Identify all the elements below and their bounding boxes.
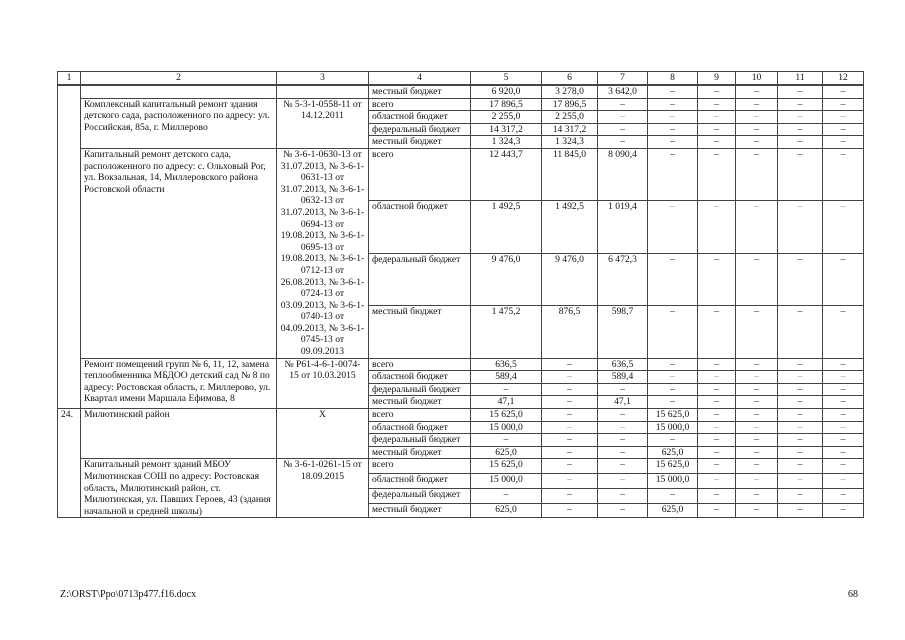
amount-cell: –: [698, 358, 736, 371]
amount-cell: –: [698, 409, 736, 422]
table-row: [58, 98, 864, 111]
amount-cell: 15 625,0: [648, 409, 698, 422]
amount-cell: –: [648, 123, 698, 136]
amount-cell: –: [698, 459, 736, 474]
amount-cell: –: [778, 503, 823, 518]
amount-cell: –: [698, 434, 736, 447]
amount-cell: –: [778, 136, 823, 149]
amount-cell: –: [698, 136, 736, 149]
item-number: 24.: [58, 409, 81, 518]
amount-cell: –: [778, 459, 823, 474]
amount-cell: –: [648, 306, 698, 358]
table-row: [58, 148, 864, 200]
amount-cell: 17 896,5: [471, 98, 542, 111]
amount-cell: –: [778, 409, 823, 422]
column-header: 9: [698, 72, 736, 86]
amount-cell: –: [736, 409, 778, 422]
amount-cell: –: [471, 383, 542, 396]
column-header: 2: [81, 72, 277, 86]
amount-cell: –: [598, 111, 648, 124]
amount-cell: –: [736, 396, 778, 409]
amount-cell: –: [736, 459, 778, 474]
amount-cell: –: [598, 421, 648, 434]
amount-cell: 15 625,0: [471, 409, 542, 422]
amount-cell: –: [736, 201, 778, 253]
budget-source: всего: [369, 148, 471, 200]
amount-cell: –: [823, 306, 864, 358]
budget-source: местный бюджет: [369, 446, 471, 459]
budget-source: областной бюджет: [369, 201, 471, 253]
amount-cell: –: [778, 148, 823, 200]
column-header: 12: [823, 72, 864, 86]
amount-cell: –: [648, 85, 698, 98]
amount-cell: 1 475,2: [471, 306, 542, 358]
amount-cell: –: [648, 111, 698, 124]
amount-cell: –: [736, 85, 778, 98]
budget-source: местный бюджет: [369, 306, 471, 358]
amount-cell: 2 255,0: [471, 111, 542, 124]
amount-cell: 15 000,0: [471, 474, 542, 489]
amount-cell: –: [542, 409, 598, 422]
column-header: 10: [736, 72, 778, 86]
amount-cell: 876,5: [542, 306, 598, 358]
amount-cell: 6 472,3: [598, 253, 648, 305]
document-numbers: Х: [277, 409, 369, 459]
amount-cell: –: [598, 503, 648, 518]
amount-cell: –: [823, 111, 864, 124]
amount-cell: –: [598, 459, 648, 474]
budget-source: областной бюджет: [369, 421, 471, 434]
amount-cell: 17 896,5: [542, 98, 598, 111]
amount-cell: 1 492,5: [471, 201, 542, 253]
budget-source: федеральный бюджет: [369, 488, 471, 503]
column-header: 7: [598, 72, 648, 86]
amount-cell: 47,1: [471, 396, 542, 409]
amount-cell: 589,4: [598, 371, 648, 384]
amount-cell: –: [823, 488, 864, 503]
amount-cell: –: [823, 409, 864, 422]
amount-cell: –: [778, 358, 823, 371]
footer-file-path: Z:\ORST\Ppo\0713p477.f16.docx: [60, 589, 197, 600]
amount-cell: 2 255,0: [542, 111, 598, 124]
amount-cell: –: [778, 123, 823, 136]
amount-cell: 8 090,4: [598, 148, 648, 200]
amount-cell: –: [648, 371, 698, 384]
amount-cell: –: [542, 434, 598, 447]
document-numbers: № Р61-4-6-1-0074-15 от 10.03.2015: [277, 358, 369, 408]
amount-cell: –: [736, 383, 778, 396]
amount-cell: 12 443,7: [471, 148, 542, 200]
table-row: [58, 358, 864, 371]
object-name: [81, 85, 277, 98]
amount-cell: –: [542, 446, 598, 459]
amount-cell: –: [542, 358, 598, 371]
amount-cell: –: [736, 446, 778, 459]
amount-cell: –: [698, 123, 736, 136]
amount-cell: –: [823, 98, 864, 111]
amount-cell: 14 317,2: [542, 123, 598, 136]
amount-cell: –: [542, 371, 598, 384]
column-header: 4: [369, 72, 471, 86]
amount-cell: –: [778, 383, 823, 396]
amount-cell: 15 625,0: [648, 459, 698, 474]
amount-cell: –: [648, 98, 698, 111]
amount-cell: –: [778, 371, 823, 384]
amount-cell: –: [778, 98, 823, 111]
amount-cell: 636,5: [598, 358, 648, 371]
amount-cell: –: [778, 434, 823, 447]
column-header: 6: [542, 72, 598, 86]
document-numbers: [277, 85, 369, 98]
amount-cell: 3 278,0: [542, 85, 598, 98]
amount-cell: –: [823, 396, 864, 409]
document-numbers: № 3-6-1-0261-15 от 18.09.2015: [277, 459, 369, 518]
amount-cell: 598,7: [598, 306, 648, 358]
table-row: [58, 459, 864, 474]
amount-cell: 15 000,0: [648, 474, 698, 489]
object-name: Капитальный ремонт детского сада, расположенного по адресу: с. Ольховый Рог, ул. Вокзальная, 14, Миллеровского района Ростовской области: [81, 148, 277, 358]
amount-cell: 636,5: [471, 358, 542, 371]
item-number: [58, 85, 81, 409]
amount-cell: –: [698, 98, 736, 111]
amount-cell: –: [598, 123, 648, 136]
amount-cell: –: [648, 396, 698, 409]
amount-cell: –: [736, 474, 778, 489]
column-header: 11: [778, 72, 823, 86]
amount-cell: –: [823, 383, 864, 396]
amount-cell: –: [648, 148, 698, 200]
amount-cell: 3 642,0: [598, 85, 648, 98]
amount-cell: –: [542, 474, 598, 489]
amount-cell: 15 000,0: [648, 421, 698, 434]
amount-cell: –: [736, 306, 778, 358]
amount-cell: –: [598, 446, 648, 459]
amount-cell: –: [648, 488, 698, 503]
amount-cell: –: [823, 253, 864, 305]
amount-cell: –: [823, 358, 864, 371]
amount-cell: –: [823, 201, 864, 253]
amount-cell: –: [542, 396, 598, 409]
amount-cell: –: [598, 488, 648, 503]
amount-cell: –: [698, 383, 736, 396]
document-numbers: № 3-6-1-0630-13 от 31.07.2013, № 3-6-1-0631-13 от 31.07.2013, № 3-6-1-0632-13 от 31.07.2013, № 3-6-1-0694-13 от 19.08.2013, № 3-6-1-0695-13 от 19.08.2013, № 3-6-1-0712-13 от 26.08.2013, № 3-6-1-0724-13 от 03.09.2013, № 3-6-1-0740-13 от 04.09.2013, № 3-6-1-0745-13 от 09.09.2013: [277, 148, 369, 358]
budget-source: федеральный бюджет: [369, 383, 471, 396]
amount-cell: 1 324,3: [542, 136, 598, 149]
column-header: 1: [58, 72, 81, 86]
amount-cell: 1 019,4: [598, 201, 648, 253]
amount-cell: 1 492,5: [542, 201, 598, 253]
amount-cell: –: [698, 474, 736, 489]
table-row: [58, 409, 864, 422]
amount-cell: –: [736, 98, 778, 111]
amount-cell: –: [542, 488, 598, 503]
amount-cell: 9 476,0: [471, 253, 542, 305]
amount-cell: –: [736, 421, 778, 434]
amount-cell: –: [648, 358, 698, 371]
amount-cell: 6 920,0: [471, 85, 542, 98]
amount-cell: –: [598, 474, 648, 489]
budget-source: местный бюджет: [369, 503, 471, 518]
amount-cell: –: [778, 474, 823, 489]
budget-source: местный бюджет: [369, 136, 471, 149]
amount-cell: –: [736, 136, 778, 149]
amount-cell: 11 845,0: [542, 148, 598, 200]
amount-cell: –: [542, 459, 598, 474]
document-numbers: № 5-3-1-0558-11 от 14.12.2011: [277, 98, 369, 148]
amount-cell: –: [648, 383, 698, 396]
amount-cell: –: [598, 383, 648, 396]
amount-cell: –: [598, 136, 648, 149]
budget-source: федеральный бюджет: [369, 123, 471, 136]
amount-cell: –: [736, 111, 778, 124]
amount-cell: –: [698, 371, 736, 384]
header-row: [58, 72, 864, 86]
amount-cell: –: [698, 421, 736, 434]
amount-cell: –: [823, 503, 864, 518]
amount-cell: –: [823, 459, 864, 474]
amount-cell: –: [823, 371, 864, 384]
amount-cell: –: [471, 434, 542, 447]
column-header: 3: [277, 72, 369, 86]
amount-cell: –: [698, 148, 736, 200]
page-number: 68: [848, 589, 858, 600]
amount-cell: –: [823, 148, 864, 200]
amount-cell: –: [778, 396, 823, 409]
budget-source: федеральный бюджет: [369, 434, 471, 447]
amount-cell: –: [778, 488, 823, 503]
amount-cell: –: [736, 358, 778, 371]
amount-cell: 9 476,0: [542, 253, 598, 305]
amount-cell: –: [648, 136, 698, 149]
amount-cell: –: [823, 421, 864, 434]
amount-cell: –: [778, 446, 823, 459]
amount-cell: –: [736, 371, 778, 384]
budget-source: всего: [369, 358, 471, 371]
amount-cell: –: [648, 434, 698, 447]
amount-cell: –: [542, 503, 598, 518]
amount-cell: –: [823, 474, 864, 489]
amount-cell: –: [823, 446, 864, 459]
amount-cell: –: [598, 409, 648, 422]
budget-source: всего: [369, 459, 471, 474]
amount-cell: –: [736, 123, 778, 136]
object-name: Комплексный капитальный ремонт здания детского сада, расположенного по адресу: ул. Российская, 85а, г. Миллерово: [81, 98, 277, 148]
amount-cell: –: [778, 253, 823, 305]
budget-table: [57, 71, 864, 518]
amount-cell: –: [736, 503, 778, 518]
amount-cell: –: [698, 306, 736, 358]
amount-cell: –: [778, 201, 823, 253]
amount-cell: 625,0: [648, 503, 698, 518]
amount-cell: 1 324,3: [471, 136, 542, 149]
budget-source: местный бюджет: [369, 85, 471, 98]
amount-cell: –: [648, 201, 698, 253]
amount-cell: –: [778, 111, 823, 124]
amount-cell: –: [698, 396, 736, 409]
object-name: Капитальный ремонт зданий МБОУ Милютинская СОШ по адресу: Ростовская область, Милютинский район, ст. Милютинская, ул. Павших Героев, 43 (здания начальной и средней школы): [81, 459, 277, 518]
object-name: Ремонт помещений групп № 6, 11, 12, замена теплообменника МБДОО детский сад № 8 по адресу: Ростовская область, г. Миллерово, ул. Квартал имени Маршала Ефимова, 8: [81, 358, 277, 408]
column-header: 5: [471, 72, 542, 86]
amount-cell: –: [778, 306, 823, 358]
amount-cell: –: [542, 421, 598, 434]
budget-source: всего: [369, 98, 471, 111]
amount-cell: –: [698, 446, 736, 459]
table-row: [58, 85, 864, 98]
budget-source: федеральный бюджет: [369, 253, 471, 305]
amount-cell: 625,0: [648, 446, 698, 459]
amount-cell: –: [698, 201, 736, 253]
amount-cell: –: [736, 488, 778, 503]
column-header: 8: [648, 72, 698, 86]
amount-cell: 625,0: [471, 503, 542, 518]
amount-cell: –: [698, 253, 736, 305]
amount-cell: –: [823, 123, 864, 136]
budget-source: областной бюджет: [369, 371, 471, 384]
budget-source: областной бюджет: [369, 474, 471, 489]
amount-cell: –: [736, 148, 778, 200]
amount-cell: 14 317,2: [471, 123, 542, 136]
amount-cell: –: [698, 111, 736, 124]
budget-source: всего: [369, 409, 471, 422]
amount-cell: –: [542, 383, 598, 396]
amount-cell: –: [698, 488, 736, 503]
amount-cell: 625,0: [471, 446, 542, 459]
amount-cell: –: [778, 85, 823, 98]
amount-cell: –: [736, 253, 778, 305]
object-name: Милютинский район: [81, 409, 277, 459]
budget-source: областной бюджет: [369, 111, 471, 124]
amount-cell: –: [698, 85, 736, 98]
amount-cell: –: [823, 136, 864, 149]
amount-cell: –: [648, 253, 698, 305]
amount-cell: –: [823, 85, 864, 98]
amount-cell: –: [823, 434, 864, 447]
amount-cell: –: [471, 488, 542, 503]
amount-cell: 15 000,0: [471, 421, 542, 434]
amount-cell: –: [598, 434, 648, 447]
budget-source: местный бюджет: [369, 396, 471, 409]
amount-cell: –: [598, 98, 648, 111]
amount-cell: 589,4: [471, 371, 542, 384]
amount-cell: –: [778, 421, 823, 434]
amount-cell: 47,1: [598, 396, 648, 409]
amount-cell: –: [698, 503, 736, 518]
amount-cell: 15 625,0: [471, 459, 542, 474]
amount-cell: –: [736, 434, 778, 447]
